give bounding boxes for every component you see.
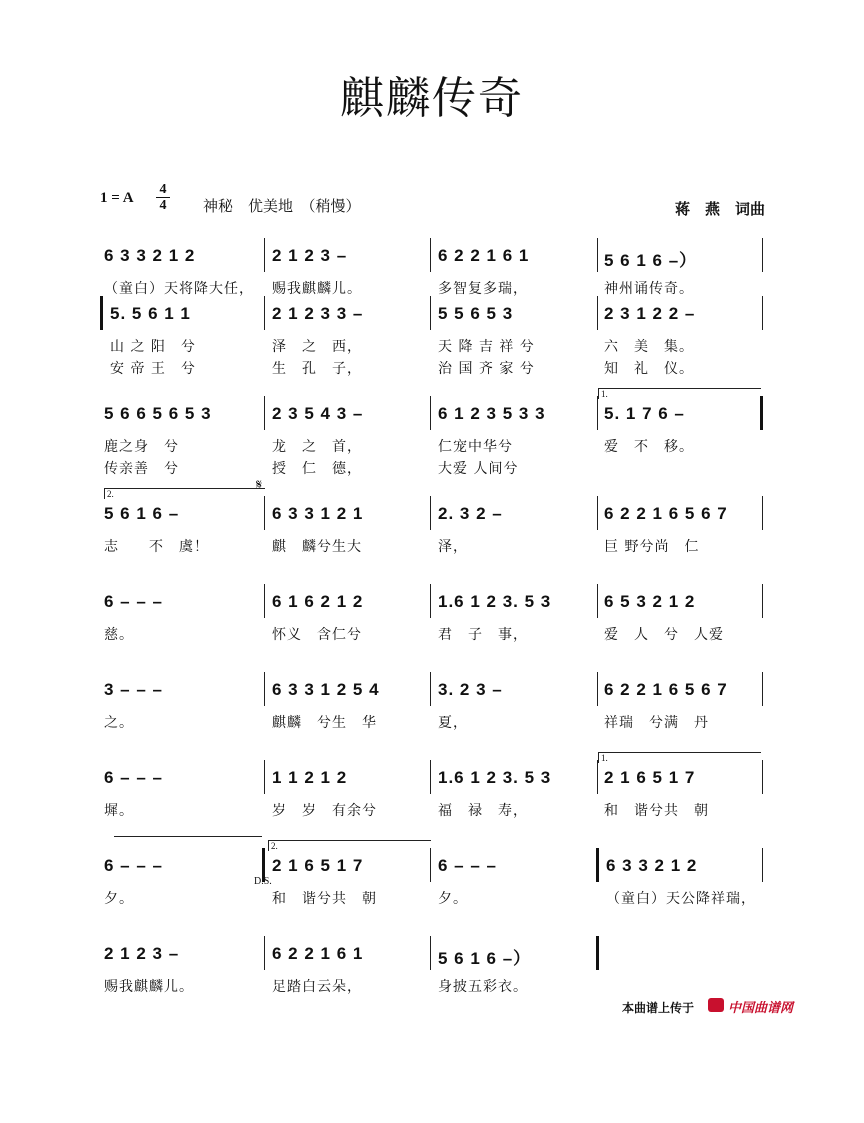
repeat-start-barline [100, 296, 103, 330]
lyric-line-1: 泽 之 西， [272, 339, 362, 355]
notes: 2 3 5 4 3 – [272, 404, 364, 423]
notes: 6 2 2 1 6 1 [272, 944, 364, 963]
lyric-line-1: 夕。 [438, 891, 468, 907]
lyric-line-1: 和 谐兮共 朝 [604, 803, 709, 819]
barline [430, 760, 431, 794]
barline [430, 848, 431, 882]
barline [264, 496, 265, 530]
barline [762, 672, 763, 706]
first-ending-bracket: 1. [598, 388, 761, 399]
lyric-line-1: 志 不 虞！ [104, 539, 209, 555]
lyric-line-1: 麒麟 兮生 华 [272, 715, 377, 731]
score-row-7 [0, 753, 864, 848]
barline [264, 584, 265, 618]
notes: 5 6 6 5 6 5 3 [104, 404, 212, 423]
lyric-line-1: 夕。 [104, 891, 134, 907]
lyric-line-1: （童白）天公降祥瑞， [606, 891, 756, 907]
notes: 6 2 2 1 6 1 [438, 246, 530, 265]
barline [430, 238, 431, 272]
notes: 5 6 1 6 –） [604, 251, 698, 270]
barline [597, 584, 598, 618]
lyric-line-1: 龙 之 首， [272, 439, 362, 455]
lyric-line-1: 之。 [104, 715, 134, 731]
lyric-line-1: 巨 野兮尚 仁 [604, 539, 700, 555]
lyric-line-1: 山 之 阳 兮 [110, 339, 196, 355]
lyric-line-1: 夏， [438, 715, 468, 731]
barline [264, 936, 265, 970]
notes: 6 – – – [438, 856, 497, 875]
lyric-line-1: 岁 岁 有余兮 [272, 803, 377, 819]
repeat-start-barline [596, 848, 599, 882]
lyric-line-1: 祥瑞 兮满 丹 [604, 715, 709, 731]
lyric-line-1: 身披五彩衣。 [438, 979, 528, 995]
notes: 5 6 1 6 –） [438, 949, 532, 968]
barline [762, 848, 763, 882]
barline [264, 760, 265, 794]
barline [430, 584, 431, 618]
second-ending-bracket: 2. [104, 488, 265, 499]
lyric-line-1: 天 降 吉 祥 兮 [438, 339, 535, 355]
lyric-line-1: 怀义 含仁兮 [272, 627, 362, 643]
lyric-line-2: 治 国 齐 家 兮 [438, 361, 535, 377]
notes: 6 2 2 1 6 5 6 7 [604, 680, 728, 699]
site-name[interactable]: 中国曲谱网 [728, 1001, 794, 1016]
notes: 6 – – – [104, 592, 163, 611]
first-ending-bracket: 1. [598, 752, 761, 763]
repeat-end-barline [596, 936, 599, 970]
notes: 6 3 3 1 2 1 [272, 504, 364, 523]
barline [597, 296, 598, 330]
notes: 5 6 1 6 – [104, 504, 180, 523]
notes: 1 1 2 1 2 [272, 768, 348, 787]
lyric-line-1: 麒 麟兮生大 [272, 539, 362, 555]
lyric-line-1: 足踏白云朵， [272, 979, 362, 995]
lyric-line-1: 福 禄 寿， [438, 803, 528, 819]
barline [264, 296, 265, 330]
lyric-line-1: 赐我麒麟儿。 [104, 979, 194, 995]
notes: 2 1 6 5 1 7 [604, 768, 696, 787]
lyric-line-1: 神州诵传奇。 [604, 281, 694, 297]
score-row-8 [0, 841, 864, 936]
notes: 2 3 1 2 2 – [604, 304, 696, 323]
lyric-line-1: 赐我麒麟儿。 [272, 281, 362, 297]
lyric-line-1: 鹿之身 兮 [104, 439, 179, 455]
time-signature [156, 182, 170, 213]
barline [597, 760, 598, 794]
barline [762, 760, 763, 794]
song-title: 麒麟传奇 [340, 73, 524, 124]
repeat-end-barline [760, 396, 763, 430]
lyric-line-1: 君 子 事， [438, 627, 528, 643]
notes: 6 – – – [104, 856, 163, 875]
notes: 3 – – – [104, 680, 163, 699]
first-ending-continuation [114, 836, 262, 837]
barline [597, 396, 598, 430]
lyric-line-1: 慈。 [104, 627, 134, 643]
lyric-line-1: （童白）天将降大任， [104, 281, 254, 297]
notes: 2 1 6 5 1 7 [272, 856, 364, 875]
score-row-5 [0, 582, 864, 672]
upload-notice: 本曲谱上传于 [622, 1001, 695, 1015]
notes: 5. 1 7 6 – [604, 404, 685, 423]
meter-bottom: 4 [156, 197, 170, 213]
notes: 6 3 3 2 1 2 [104, 246, 196, 265]
barline [597, 672, 598, 706]
lyric-line-1: 多智复多瑞， [438, 281, 528, 297]
notes: 3. 2 3 – [438, 680, 503, 699]
barline [264, 238, 265, 272]
barline [762, 296, 763, 330]
lyric-line-2: 知 礼 仪。 [604, 361, 694, 377]
lyric-line-2: 生 孔 子， [272, 361, 362, 377]
score-row-2 [0, 294, 864, 384]
second-ending-bracket: 2. [268, 840, 431, 851]
notes: 1.6 1 2 3. 5 3 [438, 768, 552, 787]
barline [430, 396, 431, 430]
barline [430, 936, 431, 970]
key-signature: 1 = A [100, 190, 134, 206]
site-logo-icon [708, 998, 724, 1012]
notes: 6 3 3 1 2 5 4 [272, 680, 380, 699]
barline [762, 496, 763, 530]
tempo-marking: 神秘 优美地 （稍慢） [203, 197, 361, 215]
notes: 6 3 3 2 1 2 [606, 856, 698, 875]
lyric-line-1: 仁宠中华兮 [438, 439, 513, 455]
notes: 2 1 2 3 3 – [272, 304, 364, 323]
barline [597, 496, 598, 530]
lyric-line-2: 传亲善 兮 [104, 461, 179, 477]
lyric-line-2: 大爱 人间兮 [438, 461, 519, 477]
notes: 6 2 2 1 6 5 6 7 [604, 504, 728, 523]
score-row-4 [0, 478, 864, 584]
score-row-3 [0, 389, 864, 484]
lyric-line-1: 爱 人 兮 人爱 [604, 627, 724, 643]
notes: 6 1 2 3 5 3 3 [438, 404, 546, 423]
barline [430, 296, 431, 330]
ds-marking: D.S. [254, 876, 272, 887]
lyric-line-1: 墀。 [104, 803, 134, 819]
notes: 5 5 6 5 3 [438, 304, 514, 323]
notes: 2 1 2 3 – [104, 944, 180, 963]
segno-sign: 𝄋 [256, 478, 263, 493]
score-row-6 [0, 670, 864, 760]
barline [430, 672, 431, 706]
notes: 2. 3 2 – [438, 504, 503, 523]
barline [597, 238, 598, 272]
notes: 6 – – – [104, 768, 163, 787]
barline [762, 584, 763, 618]
lyric-line-2: 安 帝 王 兮 [110, 361, 196, 377]
lyric-line-1: 和 谐兮共 朝 [272, 891, 377, 907]
barline [762, 238, 763, 272]
lyric-line-1: 六 美 集。 [604, 339, 694, 355]
notes: 5. 5 6 1 1 [110, 304, 191, 323]
notes: 6 5 3 2 1 2 [604, 592, 696, 611]
barline [430, 496, 431, 530]
notes: 6 1 6 2 1 2 [272, 592, 364, 611]
notes: 1.6 1 2 3. 5 3 [438, 592, 552, 611]
lyric-line-1: 爱 不 移。 [604, 439, 694, 455]
lyric-line-1: 泽， [438, 539, 468, 555]
composer-credit: 蒋 燕 词曲 [675, 200, 766, 218]
meter-top: 4 [159, 182, 167, 197]
notes: 2 1 2 3 – [272, 246, 348, 265]
barline [264, 396, 265, 430]
barline [264, 672, 265, 706]
lyric-line-2: 授 仁 德， [272, 461, 362, 477]
